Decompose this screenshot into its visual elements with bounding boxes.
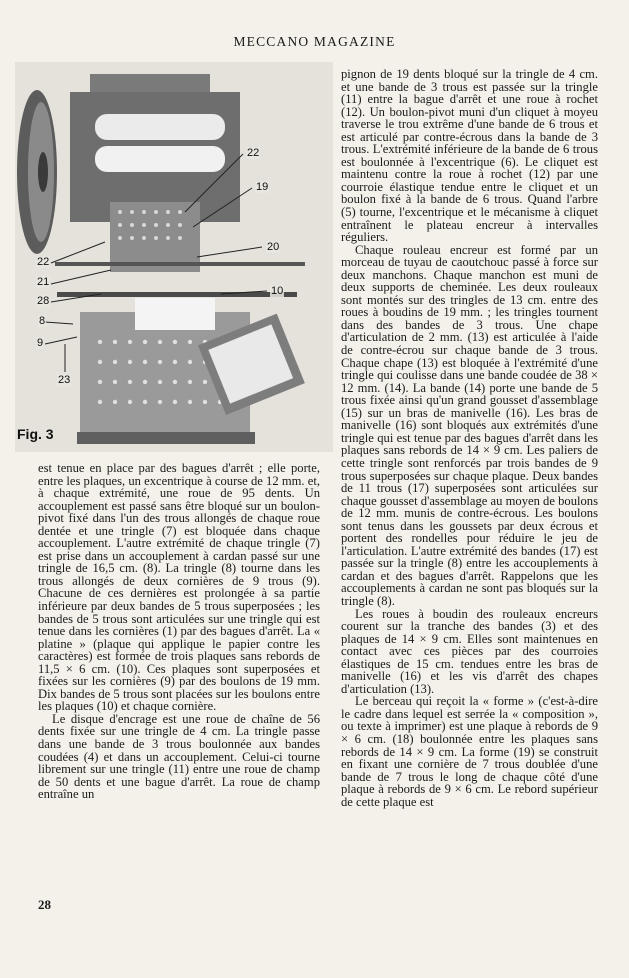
right-paragraph: Chaque rouleau encreur est formé par un morceau de tuyau de caoutchouc passé à force sur deux manchons. Chaque manchon est muni de deux supports de cheminée. Les deux rouleaux sont montés sur des tringles de 13 cm. entre des roues à boudins de 19 mm. ; les tringles tournent dans des bandes de 3 trous. Une chape d'articulation de 2 mm. (13) est articulée à l'aide de contre-écrou sur chaque bande de 3 trous. Chaque chape (13) est bloquée à l'extrémité d'une tringle qui coulisse dans une bande coudée de 38 × 12 mm. (14). La bande (14) porte une bande de 5 trous fixée ainsi qu'un grand gousset d'assemblage (15) sur un bras de manivelle (16). Les bras de manivelle (16) sont bloqués aux extrémités d'une tringle qui est tenue par des bagues d'arrêt dans les plaques sans rebords de 14 × 9 cm. Les paliers de cette tringle sont renforcés par trois bandes de 9 trous superposées sur chaque plaque. Deux bandes de 11 trous (17) superposées sont articulées sur chaque gousset d'assemblage au moyen de boulons de 12 mm. munis de contre-écrous. Les boulons sont tenus dans les goussets par deux écrous et portent des rondelles pour réduire le jeu de l'articulation. L'autre extrémité des bandes (17) est passée sur la tringle (8) entre les accouplements à cardan et des bagues d'arrêt. Rappelons que les accouplements à cardan ne sont pas bloqués sur la tringle (8). — [341, 242, 598, 608]
meccano-photo-illustration — [15, 62, 333, 452]
left-paragraph: Le disque d'encrage est une roue de chaîne de 56 dents fixée sur une tringle de 4 cm. La tringle passe dans une bande de 3 trous boulonnée aux bandes coudées (4) et dans un accouplement. Celui-ci tourne librement sur une tringle (11) entre une roue de champ de 50 dents et une bague d'arrêt. La roue de champ entraîne un — [38, 711, 320, 802]
right-text-column — [341, 68, 598, 808]
figure-callout-22-left: 22 — [37, 256, 50, 268]
figure-callout-28: 28 — [37, 295, 50, 307]
right-paragraph: pignon de 19 dents bloqué sur la tringle de 4 cm. et une bande de 3 trous est passée sur la tringle (11) entre la bague d'arrêt et une roue à rochet (12). Un boulon-pivot muni d'un cliquet à moyeu traverse le trou extrême d'une bande de 6 trous et est articulé par contre-écrous dans la bande de 3 trous. L'extrémité inférieure de la bande de 6 trous est boulonnée à l'excentrique (6). Le cliquet est maintenu contre la roue à rochet (12) par une courroie élastique tendue entre le cliquet et un boulon fixé à la bande de 6 trous. Quand l'arbre (5) tourne, l'excentrique et le mécanisme à cliquet entraînent le plateau encreur à intervalles réguliers. — [341, 67, 598, 245]
figure-callout-23: 23 — [58, 374, 71, 386]
figure-caption: Fig. 3 — [17, 426, 54, 442]
left-paragraph: est tenue en place par des bagues d'arrêt ; elle porte, entre les plaques, un excentrique à course de 12 mm. et, à chaque extrémité, une roue de 95 dents. Un accouplement est passé sans être bloqué sur un boulon-pivot fixé dans l'un des trous allongés de chaque roue dentée et une tringle (7) est bloquée dans chaque accouplement. L'autre extrémité de chaque tringle (7) est prise dans un accouplement à cardan passé sur une tringle de 16,5 cm. (8). La tringle (8) tourne dans les trous allongés de deux cornières de 9 trous (9). Chacune de ces dernières est prolongée à sa partie inférieure par deux bandes de 5 trous superposées ; les bandes de 5 trous sont articulées sur une tringle qui est tenue dans les cornières (1) par des bagues d'arrêt. La « platine » (plaque qui applique le papier contre les caractères) est formée de trois plaques sans rebords de 11,5 × 6 cm. (10). Ces plaques sont superposées et fixées sur les cornières (9) par des boulons de 19 mm. Dix bandes de 5 trous sont placées sur les boulons entre les plaques (10) et chaque cornière. — [38, 461, 320, 714]
left-text-column — [38, 462, 320, 801]
right-paragraph: Le berceau qui reçoit la « forme » (c'est-à-dire le cadre dans lequel est serrée la « composition », ou texte à imprimer) est une plaque à rebords de 9 × 6 cm. (18) boulonnée entre les plaques sans rebords de 14 × 9 cm. La forme (19) se construit en fixant une cornière de 7 trous doublée d'une bande de 7 trous le long de chaque côté d'une plaque à rebords de 9 × 6 cm. Le rebord supérieur de cette plaque est — [341, 694, 598, 809]
figure-callout-21: 21 — [37, 276, 50, 288]
right-paragraph: Les roues à boudin des rouleaux encreurs courent sur la tranche des bandes (3) et des plaques de 14 × 9 cm. Elles sont maintenues en contact avec ces pièces par des courroies élastiques de 15 cm. tendues entre les bras de manivelle (16) et les vis d'arrêt des chapes d'articulation (13). — [341, 606, 598, 696]
figure-callout-20: 20 — [267, 241, 280, 253]
page-number: 28 — [38, 897, 51, 912]
figure-callout-8: 8 — [39, 315, 46, 327]
figure-callout-10: 10 — [271, 285, 284, 297]
figure-meccano-model — [15, 62, 333, 452]
figure-callout-22: 22 — [247, 147, 260, 159]
magazine-header: MECCANO MAGAZINE — [233, 34, 396, 49]
figure-callout-19: 19 — [256, 181, 269, 193]
figure-callout-9: 9 — [37, 337, 44, 349]
